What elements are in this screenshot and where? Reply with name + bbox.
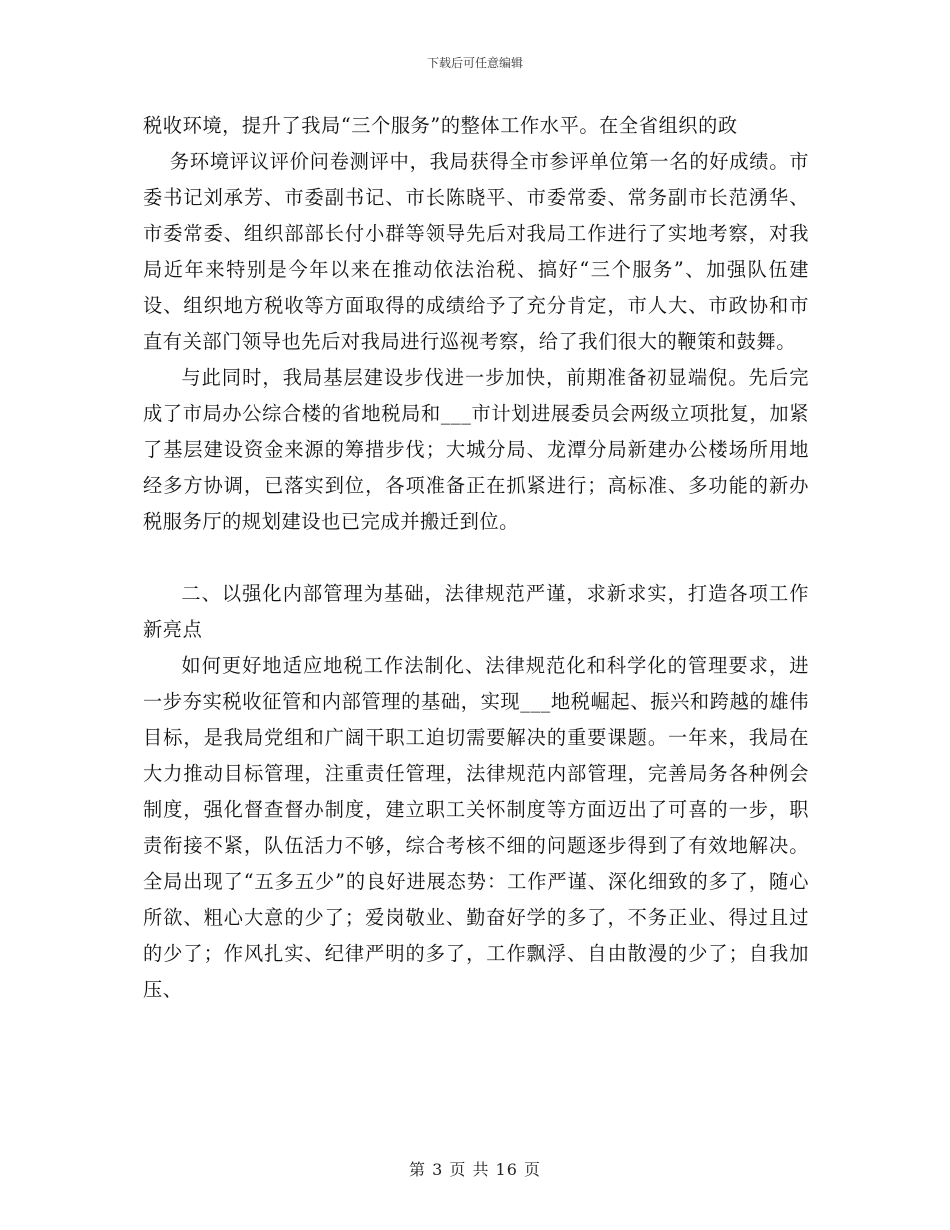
paragraph-continuation: 税收环境，提升了我局“三个服务”的整体工作水平。在全省组织的政 bbox=[143, 114, 738, 137]
paragraph-evaluation: 务环境评议评价问卷测评中，我局获得全市参评单位第一名的好成绩。市委书记刘承芳、市委副书记、市长陈晓平、市委常委、常务副市长范湧华、市委常委、组织部部长付小群等领导先后对我局工作进行了实地考察，对我局近年来特别是今年以来在推动依法治税、搞好“三个服务”、加强队伍建设、组织地方税收等方面取得的成绩给予了充分肯定，市人大、市政协和市直有关部门领导也先后对我局进行巡视考察，给了我们很大的鞭策和鼓舞。 bbox=[143, 150, 809, 353]
paragraph-construction: 与此同时，我局基层建设步伐进一步加快，前期准备初显端倪。先后完成了市局办公综合楼的省地税局和___市计划进展委员会两级立项批复，加紧了基层建设资金来源的筹措步伐；大城分局、龙潭分局新建办公楼场所用地经多方协调，已落实到位，各项准备正在抓紧进行；高标准、多功能的新办税服务厅的规划建设也已完成并搬迁到位。 bbox=[143, 366, 809, 533]
paragraph-management: 如何更好地适应地税工作法制化、法律规范化和科学化的管理要求，进一步夯实税收征管和内部管理的基础，实现___地税崛起、振兴和跨越的雄伟目标，是我局党组和广阔干职工迫切需要解决的重要课题。一年来，我局在大力推动目标管理，注重责任管理，法律规范内部管理，完善局务各种例会制度，强化督查督办制度，建立职工关怀制度等方面迈出了可喜的一步，职责衔接不紧，队伍活力不够，综合考核不细的问题逐步得到了有效地解决。全局出现了“五多五少”的良好进展态势：工作严谨、深化细致的多了，随心所欲、粗心大意的少了；爱岗敬业、勤奋好学的多了，不务正业、得过且过的少了；作风扎实、纪律严明的多了，工作飘浮、自由散漫的少了；自我加压、 bbox=[143, 654, 809, 1001]
page-header: 下载后可任意编辑 bbox=[426, 56, 523, 70]
section-heading: 二、以强化内部管理为基础，法律规范严谨，求新求实，打造各项工作新亮点 bbox=[143, 582, 809, 641]
page-number: 第 3 页 共 16 页 bbox=[409, 1160, 541, 1179]
document-body bbox=[143, 108, 809, 1008]
